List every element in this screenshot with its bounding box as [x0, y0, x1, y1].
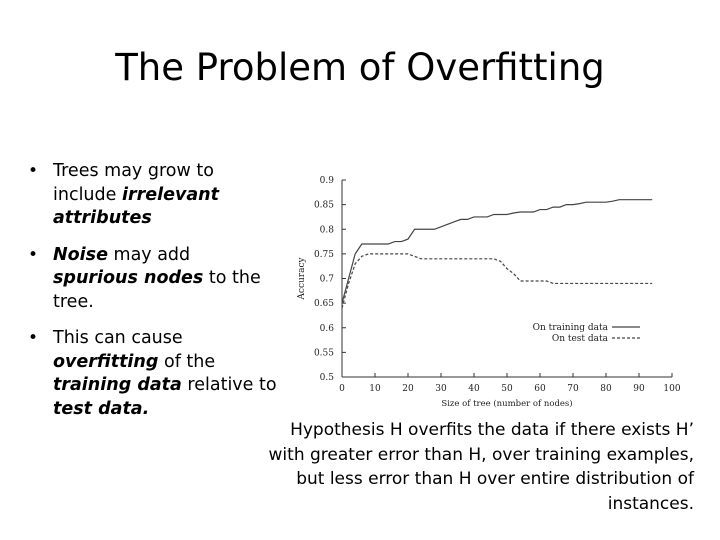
y-tick-label: 0.55 — [313, 348, 334, 359]
plain-text: relative to — [181, 375, 277, 395]
y-tick-label: 0.6 — [319, 323, 334, 334]
legend-label: On test data — [551, 334, 608, 344]
bullet-dot: • — [28, 161, 39, 181]
x-tick-label: 20 — [402, 384, 414, 394]
accuracy-chart — [290, 165, 710, 415]
y-tick-label: 0.65 — [313, 299, 334, 310]
x-tick-label: 40 — [468, 384, 480, 394]
y-tick-label: 0.7 — [319, 274, 334, 285]
training-accuracy-line — [342, 200, 652, 303]
plain-text: of the — [158, 351, 216, 372]
x-axis-label: Size of tree (number of nodes) — [441, 399, 573, 409]
y-tick-label: 0.5 — [319, 373, 334, 383]
x-tick-label: 60 — [534, 384, 546, 394]
bullet-dot: • — [28, 328, 39, 348]
x-tick-label: 0 — [339, 384, 345, 394]
x-tick-label: 50 — [501, 384, 513, 394]
bullet-text — [53, 328, 277, 419]
y-tick-label: 0.75 — [313, 249, 334, 260]
y-tick-label: 0.85 — [313, 200, 334, 211]
x-tick-label: 10 — [369, 384, 381, 394]
emphasis-text: test data. — [53, 398, 150, 419]
bullet-item — [28, 244, 278, 315]
x-tick-label: 100 — [663, 384, 681, 394]
emphasis-text: training data — [53, 375, 182, 395]
x-tick-label: 80 — [600, 384, 612, 394]
plain-text: This can cause — [53, 328, 183, 348]
bullet-item — [28, 160, 278, 231]
emphasis-text: irrelevant attributes — [53, 184, 220, 228]
test-accuracy-line — [342, 254, 652, 308]
plain-text: may add — [107, 244, 191, 265]
slide-title: The Problem of Overfitting — [115, 46, 605, 89]
y-tick-label: 0.9 — [319, 176, 334, 186]
plain-text: Trees may grow to include — [53, 161, 214, 205]
bullet-text — [53, 161, 219, 228]
legend-label: On training data — [532, 323, 608, 333]
x-tick-label: 70 — [567, 384, 579, 394]
hypothesis-text: Hypothesis H overfits the data if there exists H’ with greater error than H, over training examples, but less error than H over entire distribution of instances. — [268, 420, 694, 514]
emphasis-text: spurious nodes — [53, 268, 204, 288]
bullet-item — [28, 327, 278, 421]
emphasis-text: overfitting — [53, 351, 159, 372]
x-tick-label: 30 — [435, 384, 447, 394]
y-axis-label: Accuracy — [297, 257, 307, 300]
y-tick-label: 0.8 — [319, 225, 334, 236]
bullet-list — [28, 160, 278, 434]
x-tick-label: 90 — [633, 384, 645, 394]
plain-text: to the tree. — [53, 268, 261, 312]
bullet-text — [53, 245, 261, 312]
bullet-dot: • — [28, 244, 39, 265]
emphasis-text: Noise — [53, 244, 108, 265]
